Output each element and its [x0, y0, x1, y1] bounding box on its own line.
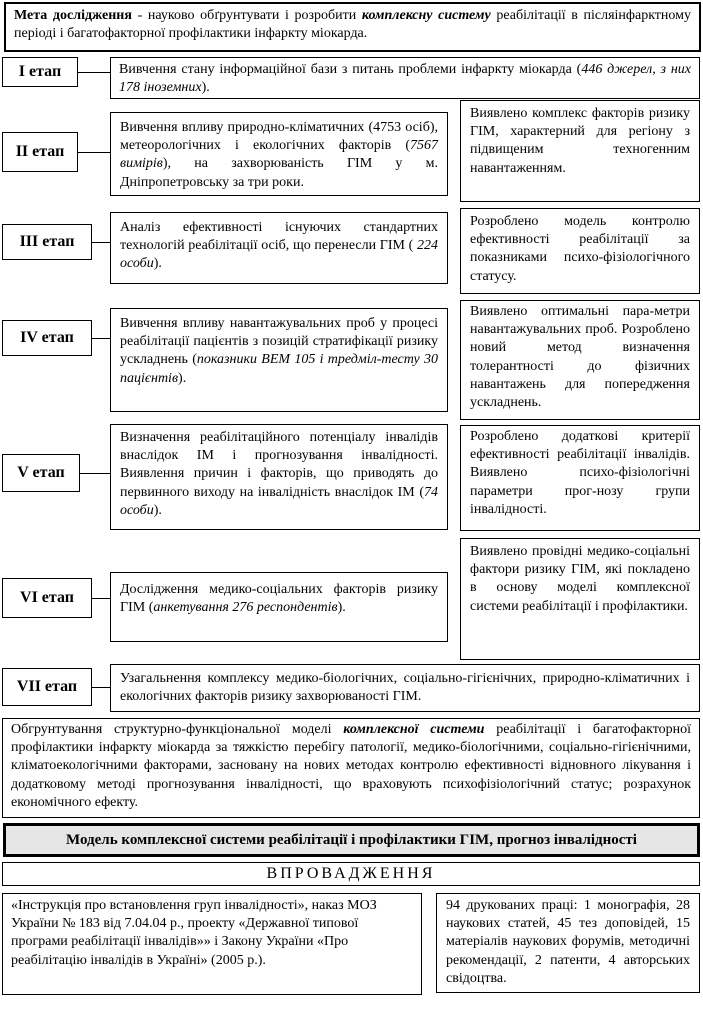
justification-box: [2, 718, 700, 818]
justification-after: реабілітації і багатофакторної профілактики інфаркту міокарда за тяжкістю перебігу патології, медико-біологічними, соціально-гігієнічними, кліматоекологічними факторами, засновану на нових методах контролю ефективності відновного лікування і додатковому методі прогнозування інвалідності, що враховують психофізіологічний статус; розрахунок економічного ефекту.: [11, 722, 692, 810]
stage-6-text: Дослідження медико-соціальних факторів ризику ГІМ (: [120, 582, 438, 616]
result-5-text: Виявлено провідні медико-соціальні фактори ризику ГІМ, які покладено в основу моделі комплексної системи реабілітації і профілактики.: [470, 544, 690, 614]
connector-line: [92, 687, 110, 688]
stage-1-tail: ).: [201, 80, 210, 96]
result-box-2: [460, 208, 700, 294]
implementation-title: ВПРОВАДЖЕННЯ: [266, 865, 436, 882]
justification-before: Обгрунтування структурно-функціональної моделі: [11, 722, 344, 737]
implementation-right-box: [436, 893, 700, 993]
stage-4-label: IV етап: [2, 320, 92, 356]
stage-1-text: Вивчення стану інформаційної бази з питань проблеми інфаркту міокарда (: [119, 62, 582, 77]
stage-5-tail: ).: [153, 502, 162, 518]
stage-1-label: I етап: [2, 57, 78, 87]
stage-2-label: II етап: [2, 132, 78, 172]
stage-1-box: [110, 57, 700, 99]
connector-line: [78, 152, 110, 153]
model-title-box: [3, 823, 700, 857]
stage-2-text: Вивчення впливу природно-кліматичних (4753 осіб), метеорологічних і екологічних факторів (: [120, 120, 438, 154]
result-2-text: Розроблено модель контролю ефективності реабілітації за показниками психо-фізіологічного статусу.: [470, 214, 690, 284]
stage-3-tail: ).: [153, 256, 162, 272]
stage-4-tail: ).: [178, 370, 187, 386]
stage-6-label: VI етап: [2, 578, 92, 618]
goal-lead: Мета дослідження: [14, 8, 132, 23]
stage-3-label: III етап: [2, 224, 92, 260]
result-1-text: Виявлено комплекс факторів ризику ГІМ, характерний для регіону з підвищеним техногенним навантаженням.: [470, 106, 690, 176]
justification-emphasis: комплексної системи: [343, 722, 485, 737]
goal-text-before: - науково обґрунтувати і розробити: [131, 8, 362, 23]
stage-3-text: Аналіз ефективності існуючих стандартних технологій реабілітації осіб, що перенесли ГІМ (: [120, 220, 438, 254]
result-box-1: [460, 100, 700, 202]
research-goal-box: [4, 2, 701, 52]
stage-6-italic: анкетування 276 респондентів: [153, 600, 338, 616]
stage-2-italic: 7567 вимірів: [120, 138, 438, 172]
stage-4-text: Вивчення впливу навантажувальних проб у процесі реабілітації пацієнтів з позицій стратифікації ризику ускладнень (: [120, 316, 438, 368]
stage-5-italic: 74 особи: [120, 484, 438, 518]
stage-7-box: [110, 664, 700, 712]
stage-1-italic: 446 джерел, з них 178 іноземних: [119, 62, 691, 96]
implementation-left-box: [2, 893, 422, 995]
stage-4-italic: показники ВЕМ 105 і тредміл-тесту 30 пацієнтів: [120, 352, 438, 386]
model-title: Модель комплексної системи реабілітації і профілактики ГІМ, прогноз інвалідності: [66, 831, 637, 848]
result-box-5: [460, 538, 700, 660]
goal-emphasis: комплексну систему: [361, 8, 491, 23]
stage-4-box: [110, 308, 448, 412]
implementation-left-text: «Інструкція про встановлення груп інвалідності», наказ МОЗ України № 183 від 7.04.04 р., проекту «Державної типової програми реабілітації інвалідів»» і Закону України «Про реабілітацію інвалідів в Україні» (2005 р.).: [11, 898, 377, 968]
result-4-text: Розроблено додаткові критерії ефективності реабілітації інвалідів. Виявлено психо-фізіологічні параметри прог-нозу групи інвалідності.: [470, 429, 690, 517]
stage-7-label: VII етап: [2, 668, 92, 706]
stage-3-italic: 224 особи: [120, 238, 438, 272]
connector-line: [92, 598, 110, 599]
stage-3-box: [110, 212, 448, 284]
stage-5-label: V етап: [2, 454, 80, 492]
stage-6-box: [110, 572, 448, 642]
stage-7-text: Узагальнення комплексу медико-біологічних, соціально-гігієнічних, природно-кліматичних і екологічних факторів ризику захворюваності ГІМ.: [120, 671, 690, 705]
result-box-4: [460, 425, 700, 531]
stage-2-box: [110, 112, 448, 196]
implementation-header: [2, 862, 700, 886]
result-box-3: [460, 300, 700, 420]
goal-text-after: реабілітації в післяінфарктному періоді і багатофакторної профілактики інфаркту міокарда.: [14, 8, 692, 41]
connector-line: [92, 242, 110, 243]
stage-6-tail: ).: [337, 600, 346, 616]
result-3-text: Виявлено оптимальні пара-метри навантажувальних проб. Розроблено новий метод визначення толерантності до фізичних навантажень для попередження ускладнень.: [470, 304, 690, 411]
connector-line: [92, 338, 110, 339]
connector-line: [80, 473, 110, 474]
stage-5-text: Визначення реабілітаційного потенціалу інвалідів внаслідок ІМ і прогнозування інвалідності. Виявлення причин і факторів, що приводять до первинного виходу на інвалідність внаслідок ІМ (: [120, 430, 438, 500]
connector-line: [78, 72, 110, 73]
stage-5-box: [110, 424, 448, 530]
implementation-right-text: 94 друкованих праці: 1 монографія, 28 наукових статей, 45 тез доповідей, 15 матеріалів наукових форумів, методичні рекомендації, 2 патенти, 4 авторських свідоцтва.: [446, 898, 690, 986]
stage-2-tail: ), на захворюваність ГІМ у м. Дніпропетровську за три роки.: [120, 156, 438, 190]
